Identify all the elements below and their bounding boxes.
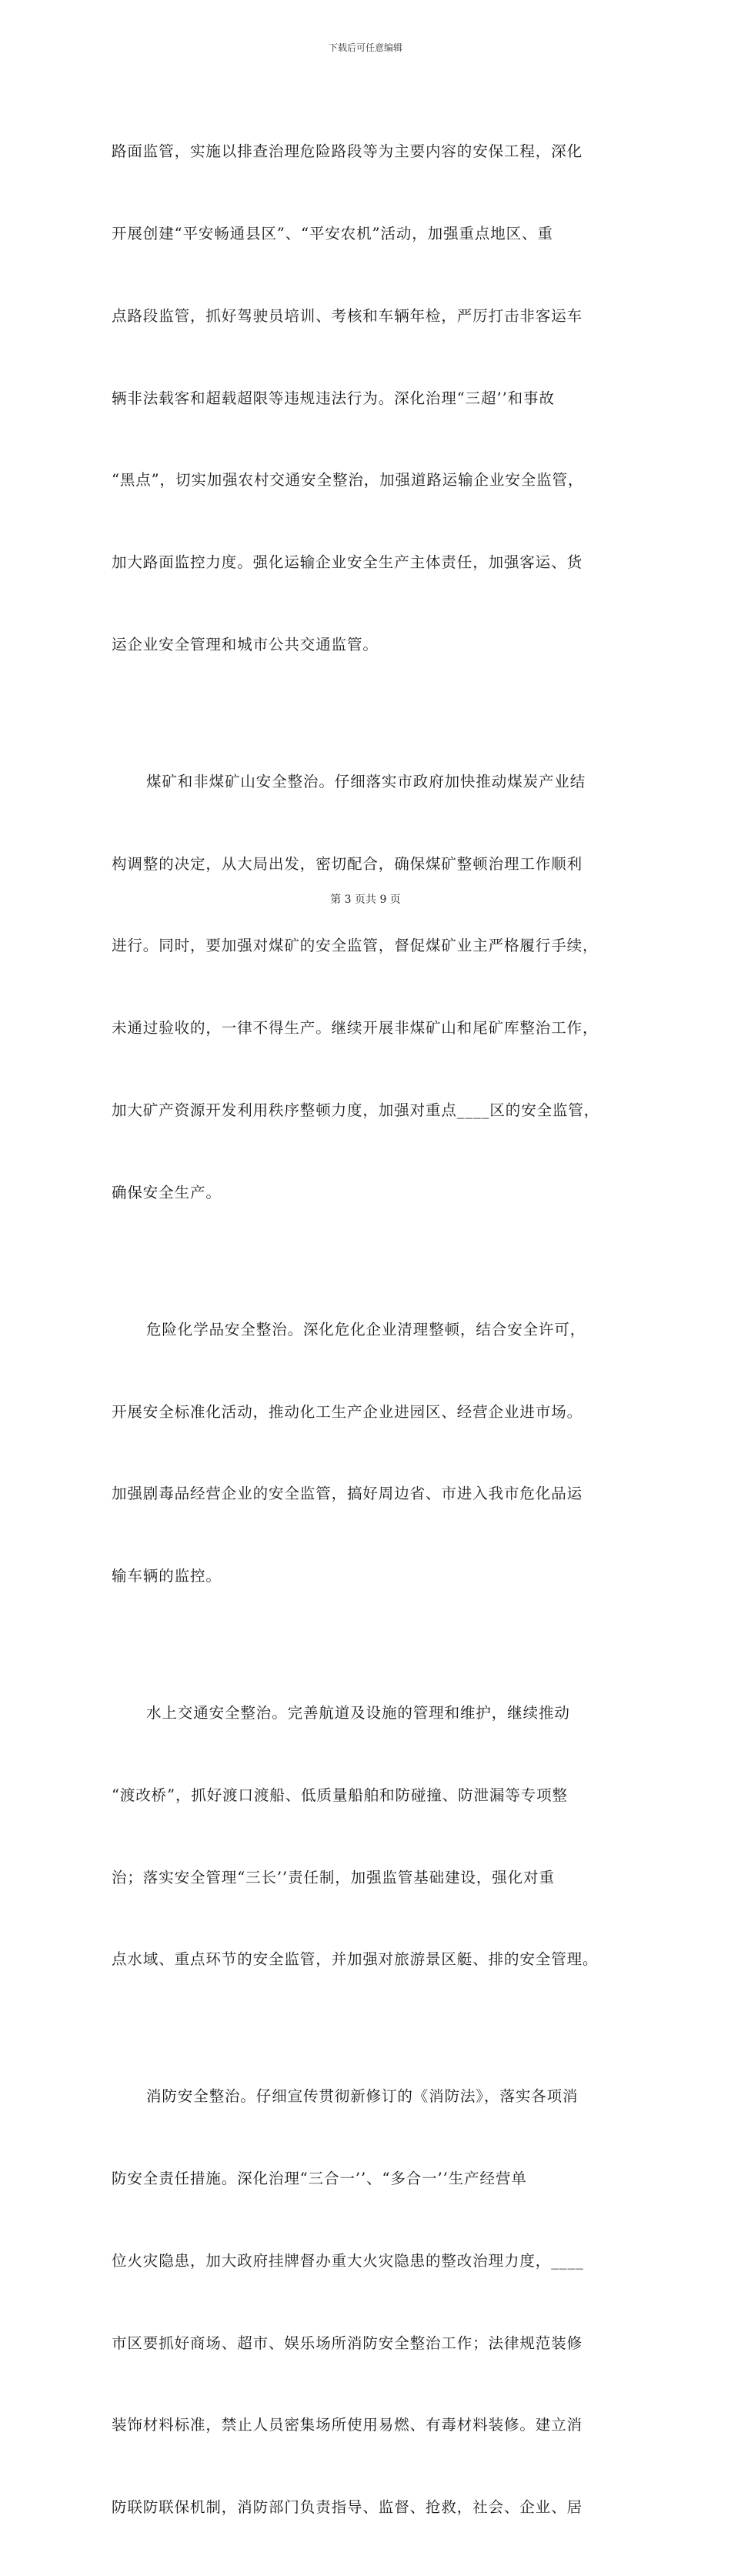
document-body xyxy=(112,83,619,2576)
text-line: 未通过验收的，一律不得生产。继续开展非煤矿山和尾矿库整治工作， xyxy=(112,1019,599,1037)
text-line: 水上交通安全整治。完善航道及设施的管理和维护，继续推动 xyxy=(146,1704,570,1722)
text-line: 加大路面监控力度。强化运输企业安全生产主体责任，加强客运、货 xyxy=(112,553,583,572)
text-line: 点水域、重点环节的安全监管，并加强对旅游景区艇、排的安全管理。 xyxy=(112,1950,599,1969)
text-line: 确保安全生产。 xyxy=(112,1183,222,1201)
text-line: 消防安全整治。仔细宣传贯彻新修订的《消防法》，落实各项消 xyxy=(146,2087,579,2106)
text-line: 进行。同时，要加强对煤矿的安全监管，督促煤矿业主严格履行手续， xyxy=(112,937,599,955)
text-line: 加强剧毒品经营企业的安全监管，搞好周边省、市进入我市危化品运 xyxy=(112,1485,583,1503)
text-line: 位火灾隐患，加大政府挂牌督办重大火灾隐患的整改治理力度，____ xyxy=(112,2251,584,2270)
text-line: “渡改桥”，抓好渡口渡船、低质量船舶和防碰撞、防泄漏等专项整 xyxy=(112,1786,568,1804)
text-line: 输车辆的监控。 xyxy=(112,1567,222,1585)
text-line: 运企业安全管理和城市公共交通监管。 xyxy=(112,635,379,653)
paragraph-fire-safety xyxy=(112,2028,619,2576)
text-line: 防联防联保机制，消防部门负责指导、监督、抢救，社会、企业、居 xyxy=(112,2498,583,2517)
text-line: 开展安全标准化活动，推动化工生产企业进园区、经营企业进市场。 xyxy=(112,1402,583,1421)
paragraph-road-traffic xyxy=(112,83,619,713)
text-line: 点路段监管，抓好驾驶员培训、考核和车辆年检，严厉打击非客运车 xyxy=(112,306,583,325)
text-line: 开展创建“平安畅通县区”、“平安农机”活动，加强重点地区、重 xyxy=(112,224,553,242)
text-line: 危险化学品安全整治。深化危化企业清理整顿，结合安全许可， xyxy=(146,1320,586,1338)
page-footer: 第 3 页共 9 页 xyxy=(330,894,401,906)
text-line: 路面监管，实施以排查治理危险路段等为主要内容的安保工程，深化 xyxy=(112,142,583,161)
text-line: 防安全责任措施。深化治理“三合一’’、“多合一’’生产经营单 xyxy=(112,2170,527,2188)
text-line: 构调整的决定，从大局出发，密切配合，确保煤矿整顿治理工作顺利 xyxy=(112,854,583,873)
text-line: 装饰材料标准，禁止人员密集场所使用易燃、有毒材料装修。建立消 xyxy=(112,2416,583,2434)
text-line: 治；落实安全管理“三长’’责任制，加强监管基础建设，强化对重 xyxy=(112,1868,555,1886)
paragraph-water-traffic xyxy=(112,1645,619,2028)
text-line: 市区要抓好商场、超市、娱乐场所消防安全整治工作；法律规范装修 xyxy=(112,2334,583,2352)
text-line: 加大矿产资源开发利用秩序整顿力度，加强对重点____区的安全监管， xyxy=(112,1101,600,1119)
text-line: “黑点”，切实加强农村交通安全整治，加强道路运输企业安全监管， xyxy=(112,471,584,489)
text-line: 辆非法载客和超载超限等违规违法行为。深化治理“三超’’和事故 xyxy=(112,389,555,407)
paragraph-hazardous-chemicals xyxy=(112,1261,619,1645)
page-header: 下载后可任意编辑 xyxy=(328,42,402,53)
paragraph-coal-mine xyxy=(112,713,619,1261)
text-line: 煤矿和非煤矿山安全整治。仔细落实市政府加快推动煤炭产业结 xyxy=(146,772,586,790)
